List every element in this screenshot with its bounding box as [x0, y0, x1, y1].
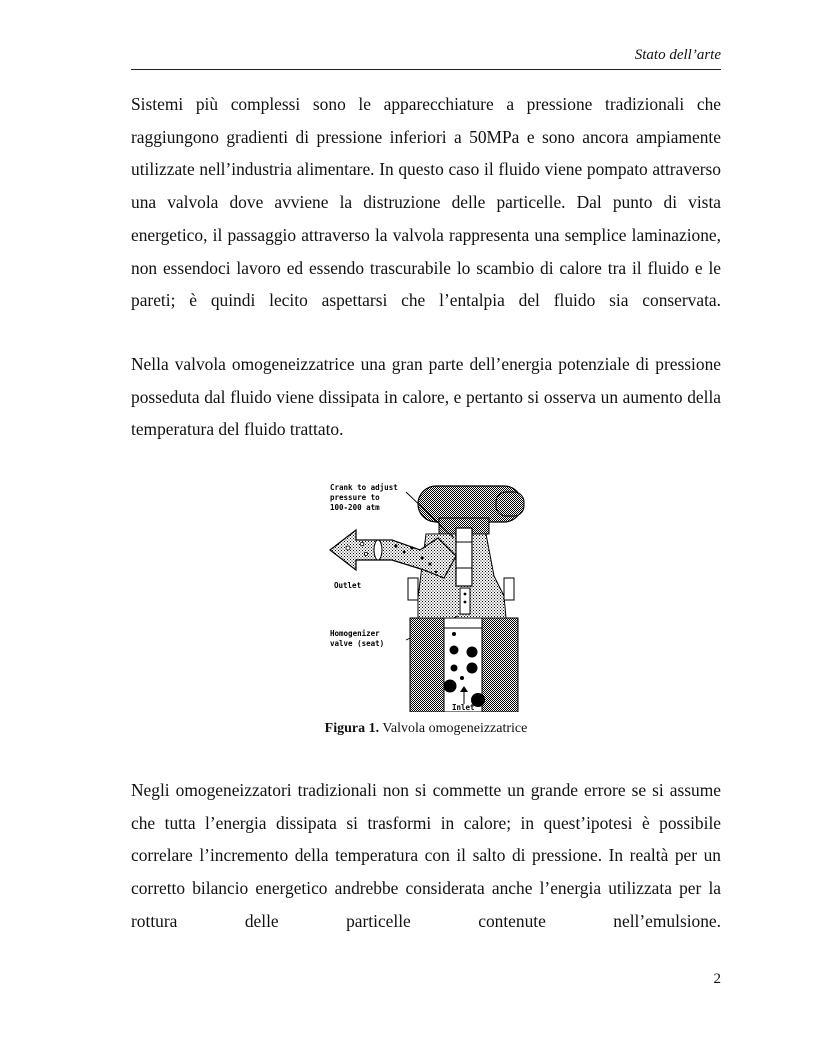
- paragraph-1: Sistemi più complessi sono le apparecchiature a pressione tradizionali che raggiungono gradienti di pressione inferiori a 50MPa e sono ancora ampiamente utilizzate nell’industria alimentare. In questo caso il fluido viene pompato attraverso una valvola dove avviene la distruzione delle particelle. Dal punto di vista energetico, il passaggio attraverso la valvola rappresenta una semplice laminazione, non essendoci lavoro ed essendo trascurabile lo scambio di calore tra il fluido e le pareti; è quindi lecito aspettarsi che l’entalpia del fluido sia conservata.: [131, 94, 721, 311]
- valve-seat: [444, 618, 482, 628]
- running-header: Stato dell’arte: [634, 47, 721, 63]
- paragraph-3: Negli omogeneizzatori tradizionali non si commette un grande errore se si assume che tutta l’energia dissipata si trasformi in calore; in quest’ipotesi è possibile correlare l’incremento della temperatura con il salto di pressione. In realtà per un corretto bilancio energetico andrebbe considerata anche l’energia utilizzata per la rottura delle particelle contenute nell’emulsione.: [131, 780, 721, 931]
- left-bracket: [408, 578, 418, 600]
- crank-knob: [496, 492, 524, 516]
- homogenizer-valve-figure: [326, 478, 526, 712]
- caption-text: Valvola omogeneizzatrice: [382, 721, 528, 736]
- header-rule: [131, 69, 721, 70]
- label-crank-line3: 100-200 atm: [330, 503, 380, 512]
- label-outlet: Outlet: [334, 581, 362, 590]
- label-valve-line1: Homogenizer: [330, 629, 380, 638]
- right-bracket: [504, 578, 514, 600]
- caption-label: Figura 1.: [324, 721, 380, 736]
- paragraph-2: Nella valvola omogeneizzatrice una gran parte dell’energia potenziale di pressione posseduta dal fluido viene dissipata in calore, e pertanto si osserva un aumento della temperatura del fluido trattato.: [131, 354, 721, 440]
- label-crank-line1: Crank to adjust: [330, 483, 398, 492]
- label-crank-line2: pressure to: [330, 493, 380, 502]
- label-inlet: Inlet: [452, 703, 475, 712]
- label-valve-line2: valve (seat): [330, 639, 385, 648]
- figure-caption: [131, 721, 721, 737]
- page-number: 2: [713, 971, 721, 987]
- valve-stem: [456, 528, 472, 586]
